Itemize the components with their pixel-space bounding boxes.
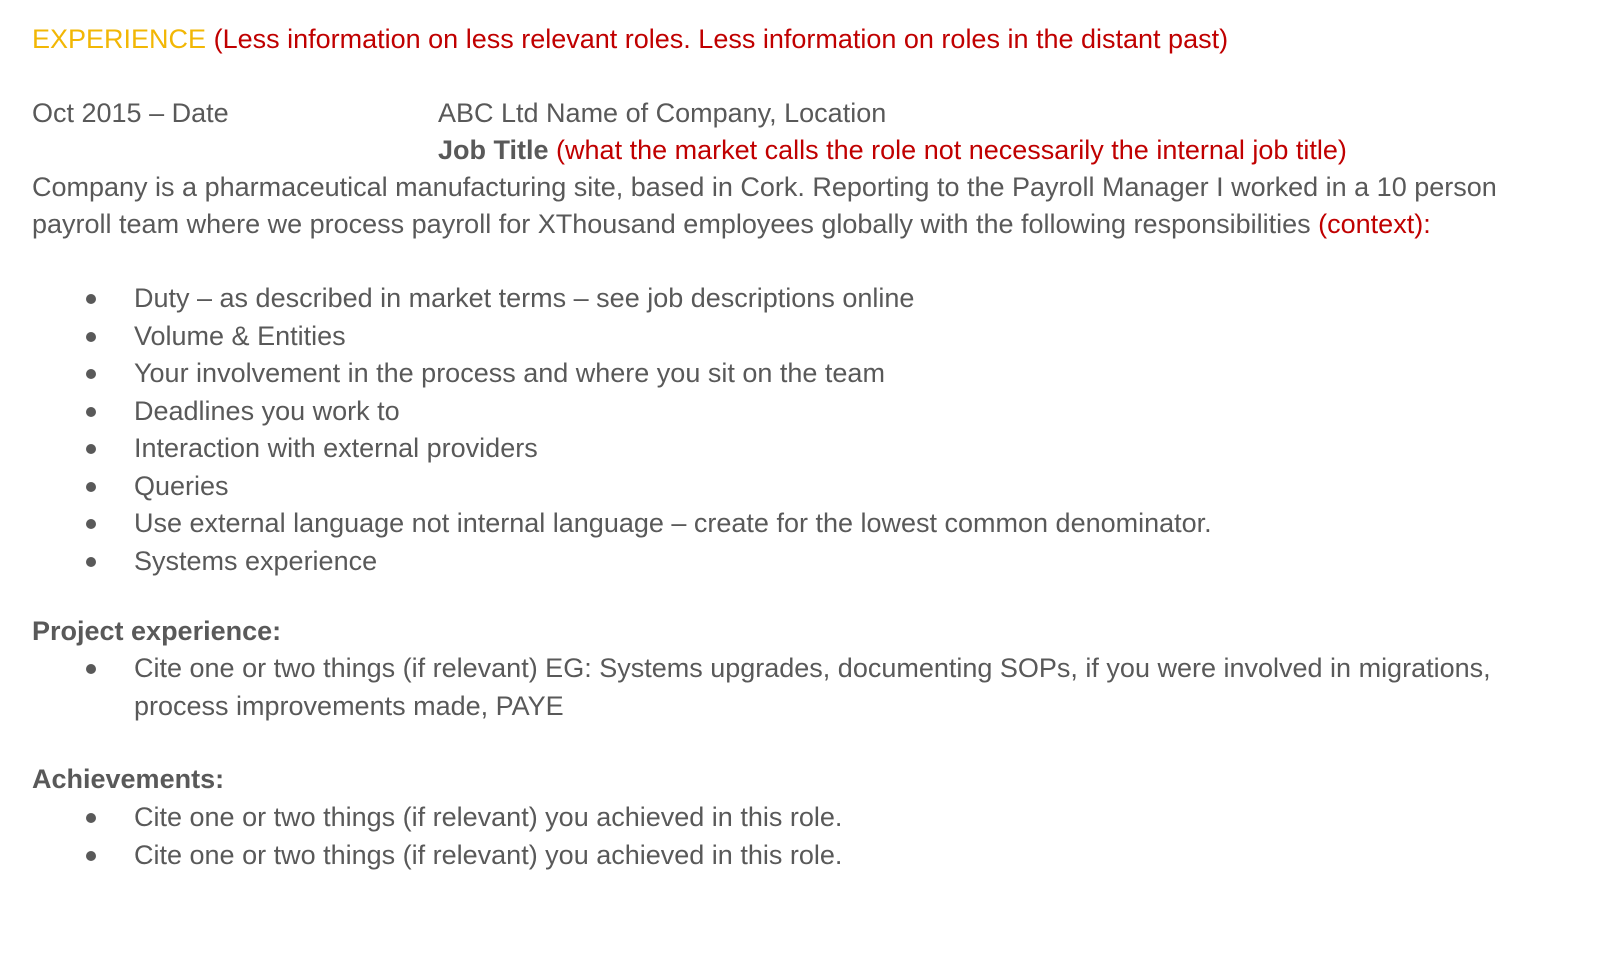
job-title-line: [438, 132, 1347, 168]
achievements-list: [0, 799, 842, 874]
list-item-text: Deadlines you work to: [134, 395, 400, 426]
responsibilities-list: [0, 280, 1212, 580]
bullet-icon: [86, 294, 96, 304]
job-title: Job Title: [438, 135, 549, 165]
bullet-icon: [86, 557, 96, 567]
context-line-2: [32, 206, 1431, 242]
list-item: [0, 280, 1212, 318]
list-item: [0, 543, 1212, 581]
experience-label: EXPERIENCE: [32, 24, 207, 54]
list-item-text: Use external language not internal language – create for the lowest common denominator.: [134, 508, 1212, 538]
list-item: [0, 393, 1212, 431]
list-item-text: Cite one or two things (if relevant) EG: Systems upgrades, documenting SOPs, if you were involved in migrations, process improvements made, PAYE: [134, 653, 1491, 721]
context-note: (context):: [1318, 209, 1431, 239]
bullet-icon: [86, 407, 96, 417]
list-item: [0, 650, 1559, 725]
list-item: [0, 468, 1212, 506]
role-dates: Oct 2015 – Date: [32, 98, 229, 128]
list-item: [0, 837, 842, 875]
bullet-icon: [86, 851, 96, 861]
context-line-1: Company is a pharmaceutical manufacturing site, based in Cork. Reporting to the Payroll Manager I worked in a 10 person: [32, 172, 1497, 202]
job-title-note: (what the market calls the role not necessarily the internal job title): [556, 135, 1347, 165]
bullet-icon: [86, 482, 96, 492]
bullet-icon: [86, 332, 96, 342]
bullet-icon: [86, 813, 96, 823]
bullet-icon: [86, 444, 96, 454]
list-item-text: Volume & Entities: [134, 320, 346, 351]
list-item: [0, 505, 1212, 543]
list-item: [0, 318, 1212, 356]
list-item-text: Queries: [134, 470, 229, 501]
list-item: [0, 430, 1212, 468]
experience-note: (Less information on less relevant roles. Less information on roles in the distant past): [213, 24, 1229, 54]
project-list: [0, 650, 1559, 725]
list-item: [0, 799, 842, 837]
achievements-heading: Achievements:: [32, 764, 225, 794]
list-item-text: Cite one or two things (if relevant) you achieved in this role.: [134, 802, 843, 832]
list-item-text: Cite one or two things (if relevant) you achieved in this role.: [134, 839, 843, 870]
list-item-text: Your involvement in the process and where you sit on the team: [134, 358, 885, 388]
list-item-text: Systems experience: [134, 545, 378, 576]
list-item-text: Interaction with external providers: [134, 433, 538, 463]
bullet-icon: [86, 664, 96, 674]
list-item: [0, 355, 1212, 393]
project-heading: Project experience:: [32, 616, 282, 646]
bullet-icon: [86, 519, 96, 529]
section-heading: [32, 21, 1228, 57]
company-name: ABC Ltd Name of Company, Location: [438, 98, 887, 128]
list-item-text: Duty – as described in market terms – see job descriptions online: [134, 283, 915, 313]
bullet-icon: [86, 369, 96, 379]
context-text: payroll team where we process payroll for XThousand employees globally with the following responsibilities: [32, 209, 1311, 239]
